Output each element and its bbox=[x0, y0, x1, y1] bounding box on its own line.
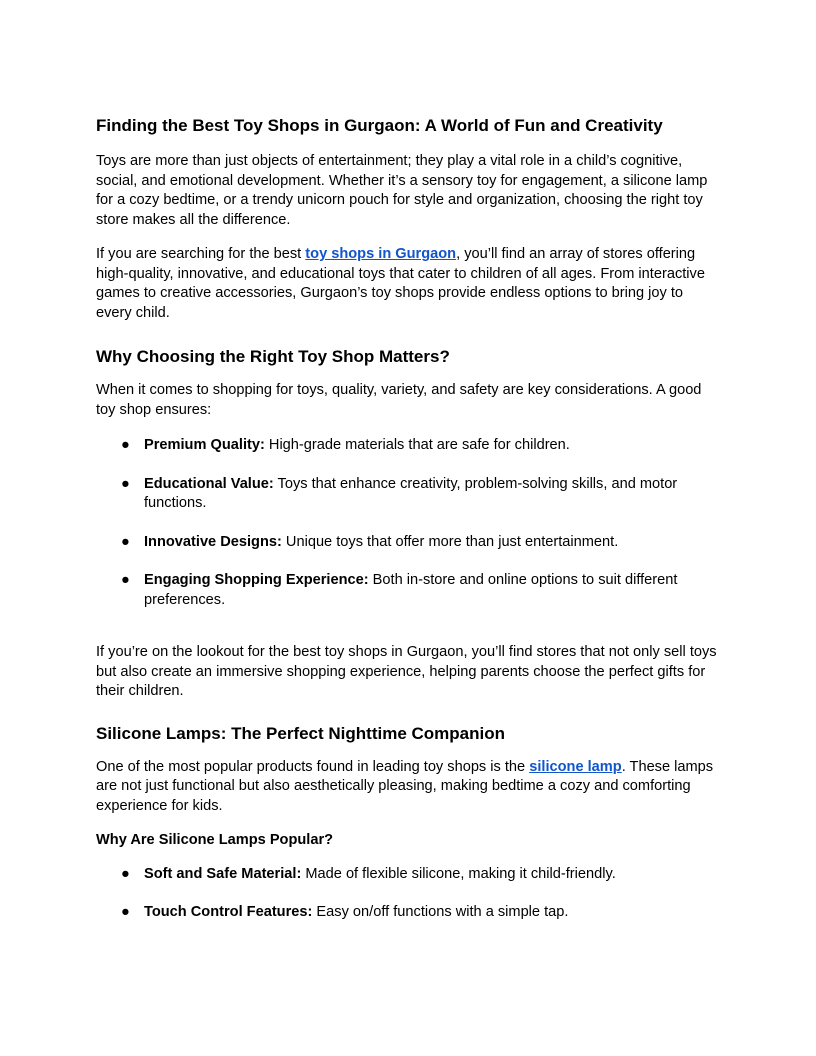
page-title: Finding the Best Toy Shops in Gurgaon: A World of Fun and Creativity bbox=[96, 116, 663, 135]
list-item-text: Toys that enhance creativity, problem-solving skills, and motor functions. bbox=[144, 475, 678, 511]
why-lead-paragraph: When it comes to shopping for toys, quality, variety, and safety are key considerations. A good toy shop ensures: bbox=[96, 382, 702, 418]
list-item-label: Innovative Designs: bbox=[144, 533, 282, 550]
bullet-icon: ● bbox=[121, 865, 130, 882]
bullet-icon: ● bbox=[121, 475, 130, 492]
silicone-lamp-link[interactable]: silicone lamp bbox=[529, 758, 622, 775]
list-item-label: Engaging Shopping Experience: bbox=[144, 572, 369, 588]
list-item-label: Soft and Safe Material: bbox=[144, 865, 302, 882]
bullet-icon: ● bbox=[121, 533, 130, 550]
list-item bbox=[96, 865, 720, 885]
spacer bbox=[96, 629, 720, 643]
list-item-text: Easy on/off functions with a simple tap. bbox=[312, 904, 569, 920]
bullet-icon: ● bbox=[121, 572, 130, 588]
list-item-text: Both in-store and online options to suit different preferences. bbox=[144, 572, 678, 608]
list-item-label: Educational Value: bbox=[144, 475, 274, 492]
list-item-label: Premium Quality: bbox=[144, 437, 265, 453]
list-item bbox=[96, 475, 720, 514]
intro-text-before: If you are searching for the best bbox=[96, 246, 306, 262]
lamp-paragraph bbox=[96, 758, 720, 817]
list-item bbox=[96, 571, 720, 610]
list-item bbox=[96, 903, 720, 923]
bullet-icon: ● bbox=[121, 437, 130, 453]
why-bullet-list bbox=[96, 436, 720, 610]
list-item-text: Unique toys that offer more than just entertainment. bbox=[281, 533, 619, 550]
lamp-text-after: . These lamps are not just functional but also aesthetically pleasing, making bedtime a cozy and comforting experience for kids. bbox=[96, 758, 714, 814]
toy-shops-gurgaon-link[interactable]: toy shops in Gurgaon bbox=[305, 246, 457, 262]
lamp-subheading: Why Are Silicone Lamps Popular? bbox=[96, 832, 334, 848]
list-item-label: Touch Control Features: bbox=[144, 904, 313, 920]
lamp-bullet-list bbox=[96, 865, 720, 923]
list-item bbox=[96, 533, 720, 553]
lamp-section-heading: Silicone Lamps: The Perfect Nighttime Companion bbox=[96, 723, 505, 743]
intro-text-after: , you’ll find an array of stores offering high-quality, innovative, and educational toys that cater to children of all ages. From interactive games to creative accessories, Gurgaon’s toy shops provide endless options to bring joy to every child. bbox=[96, 246, 705, 321]
intro-paragraph: Toys are more than just objects of entertainment; they play a vital role in a child’s cognitive, social, and emotional development. Whether it’s a sensory toy for engagement, a silicone lamp for a cozy bedtime, or a trendy unicorn pouch for style and organization, choosing the right toy store makes all the difference. bbox=[96, 153, 708, 228]
lamp-text-before: One of the most popular products found in leading toy shops is the bbox=[96, 758, 530, 775]
why-closing-paragraph: If you’re on the lookout for the best toy shops in Gurgaon, you’ll find stores that not only sell toys but also create an immersive shopping experience, helping parents choose the perfect gifts for their children. bbox=[96, 644, 717, 699]
list-item-text: Made of flexible silicone, making it child-friendly. bbox=[301, 865, 616, 882]
bullet-icon: ● bbox=[121, 904, 130, 920]
list-item-text: High-grade materials that are safe for children. bbox=[264, 437, 570, 453]
list-item bbox=[96, 436, 720, 456]
intro-paragraph-2 bbox=[96, 245, 720, 323]
why-section-heading: Why Choosing the Right Toy Shop Matters? bbox=[96, 347, 450, 366]
